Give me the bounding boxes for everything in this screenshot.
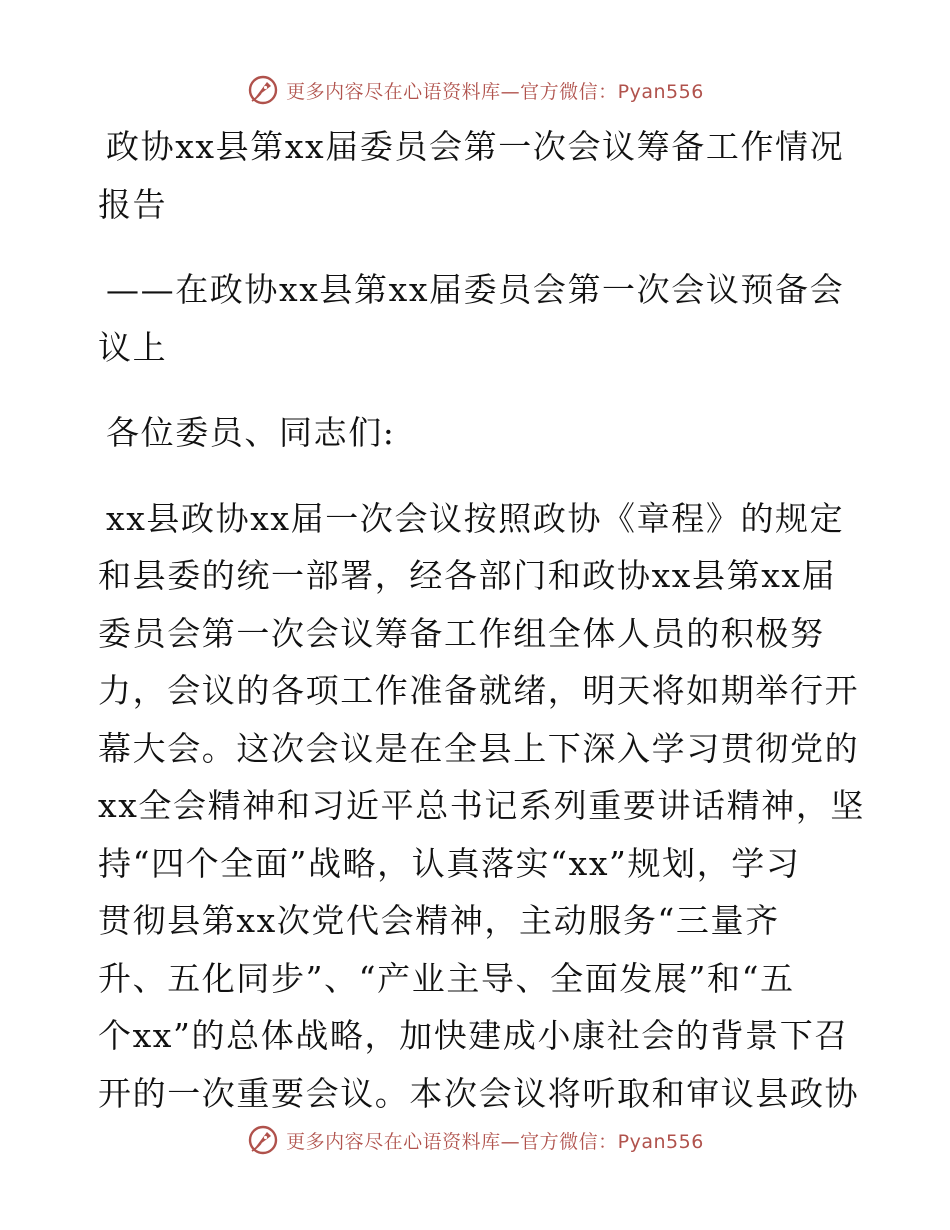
document-subtitle-line-1: ——在政协xx县第xx届委员会第一次会议预备会 bbox=[106, 270, 845, 309]
document-body bbox=[98, 118, 866, 1122]
footer-watermark bbox=[0, 1120, 950, 1160]
document-title-line-2: 报告 bbox=[98, 184, 168, 224]
body-line: 幕大会。这次会议是在全县上下深入学习贯彻党的 bbox=[98, 728, 860, 768]
watermark-text: 更多内容尽在心语资料库—官方微信：Pyan556 bbox=[286, 1130, 704, 1153]
body-line: 持“四个全面”战略，认真落实“xx”规划，学习 bbox=[98, 843, 801, 883]
body-line: 贯彻县第xx次党代会精神，主动服务“三量齐 bbox=[98, 901, 780, 940]
body-line: 个xx”的总体战略，加快建成小康社会的背景下召 bbox=[98, 1016, 849, 1055]
header-watermark bbox=[0, 70, 950, 110]
body-line: 开的一次重要会议。本次会议将听取和审议县政协 bbox=[98, 1073, 860, 1113]
salutation: 各位委员、同志们: bbox=[106, 413, 396, 452]
fountain-pen-nib-icon bbox=[246, 1123, 280, 1157]
body-line: 和县委的统一部署，经各部门和政协xx县第xx届 bbox=[98, 556, 837, 595]
body-line: xx全会精神和习近平总书记系列重要讲话精神，坚 bbox=[98, 786, 866, 825]
document-title-line-1: 政协xx县第xx届委员会第一次会议筹备工作情况 bbox=[106, 127, 845, 166]
body-line: 升、五化同步”、“产业主导、全面发展”和“五 bbox=[98, 958, 795, 998]
fountain-pen-nib-icon bbox=[246, 73, 280, 107]
body-line: 委员会第一次会议筹备工作组全体人员的积极努 bbox=[98, 613, 825, 653]
document-subtitle-line-2: 议上 bbox=[98, 327, 168, 367]
body-line: 力，会议的各项工作准备就绪，明天将如期举行开 bbox=[98, 671, 860, 710]
watermark-text: 更多内容尽在心语资料库—官方微信：Pyan556 bbox=[286, 80, 704, 103]
body-line: xx县政协xx届一次会议按照政协《章程》的规定 bbox=[106, 498, 845, 538]
